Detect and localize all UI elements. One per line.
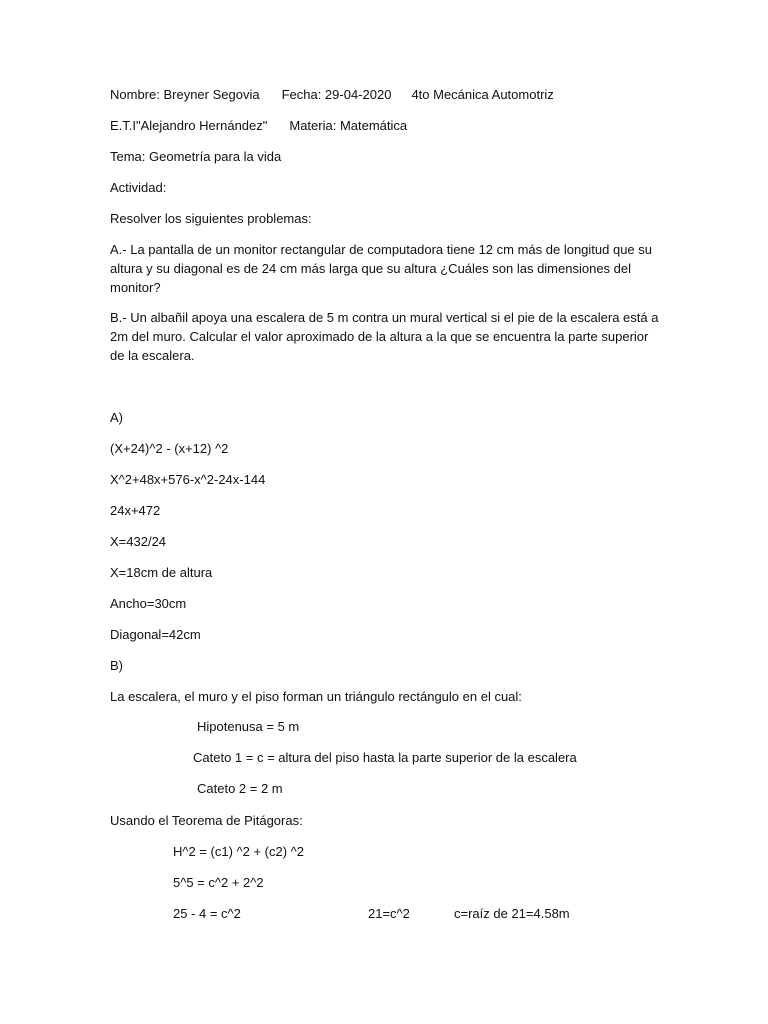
- leg-2-line: Cateto 2 = 2 m: [197, 781, 283, 796]
- instructions: Resolver los siguientes problemas:: [110, 211, 312, 226]
- header-line-2: [110, 117, 407, 135]
- student-name: Nombre: Breyner Segovia: [110, 87, 260, 102]
- solution-a-step: (X+24)^2 - (x+12) ^2: [110, 441, 229, 456]
- solution-a-step: X^2+48x+576-x^2-24x-144: [110, 472, 266, 487]
- equation-3b: 21=c^2: [368, 906, 410, 921]
- equation-3a: 25 - 4 = c^2: [173, 906, 241, 921]
- activity-label: Actividad:: [110, 180, 167, 195]
- date: Fecha: 29-04-2020: [281, 87, 392, 102]
- school-name: E.T.I"Alejandro Hernández": [110, 118, 268, 133]
- problem-a: A.- La pantalla de un monitor rectangular de computadora tiene 12 cm más de longitud que su altura y su diagonal es de 24 cm más larga que su altura ¿Cuáles son las dimensiones del monitor?: [110, 242, 653, 295]
- equation-2: 5^5 = c^2 + 2^2: [173, 875, 264, 890]
- solution-b-label: B): [110, 658, 123, 673]
- solution-a-step: Diagonal=42cm: [110, 627, 201, 642]
- problem-b: B.- Un albañil apoya una escalera de 5 m contra un mural vertical si el pie de la escalera está a 2m del muro. Calcular el valor aproximado de la altura a la que se encuentra la parte superior de la escalera.: [110, 310, 659, 363]
- subject: Materia: Matemática: [289, 118, 408, 133]
- solution-a-step: X=432/24: [110, 534, 167, 549]
- course: 4to Mecánica Automotriz: [411, 87, 554, 102]
- solution-a-step: 24x+472: [110, 503, 161, 518]
- solution-a-step: Ancho=30cm: [110, 596, 187, 611]
- equation-1: H^2 = (c1) ^2 + (c2) ^2: [173, 844, 305, 859]
- solution-a-step: X=18cm de altura: [110, 565, 213, 580]
- solution-b-intro: La escalera, el muro y el piso forman un triángulo rectángulo en el cual:: [110, 689, 522, 704]
- leg-1-line: Cateto 1 = c = altura del piso hasta la parte superior de la escalera: [193, 750, 577, 765]
- solution-a-label: A): [110, 410, 123, 425]
- topic: Tema: Geometría para la vida: [110, 149, 282, 164]
- header-line-1: [110, 86, 554, 104]
- hypotenuse-line: Hipotenusa = 5 m: [197, 719, 300, 734]
- pythagoras-intro: Usando el Teorema de Pitágoras:: [110, 813, 303, 828]
- equation-3c: c=raíz de 21=4.58m: [454, 906, 570, 921]
